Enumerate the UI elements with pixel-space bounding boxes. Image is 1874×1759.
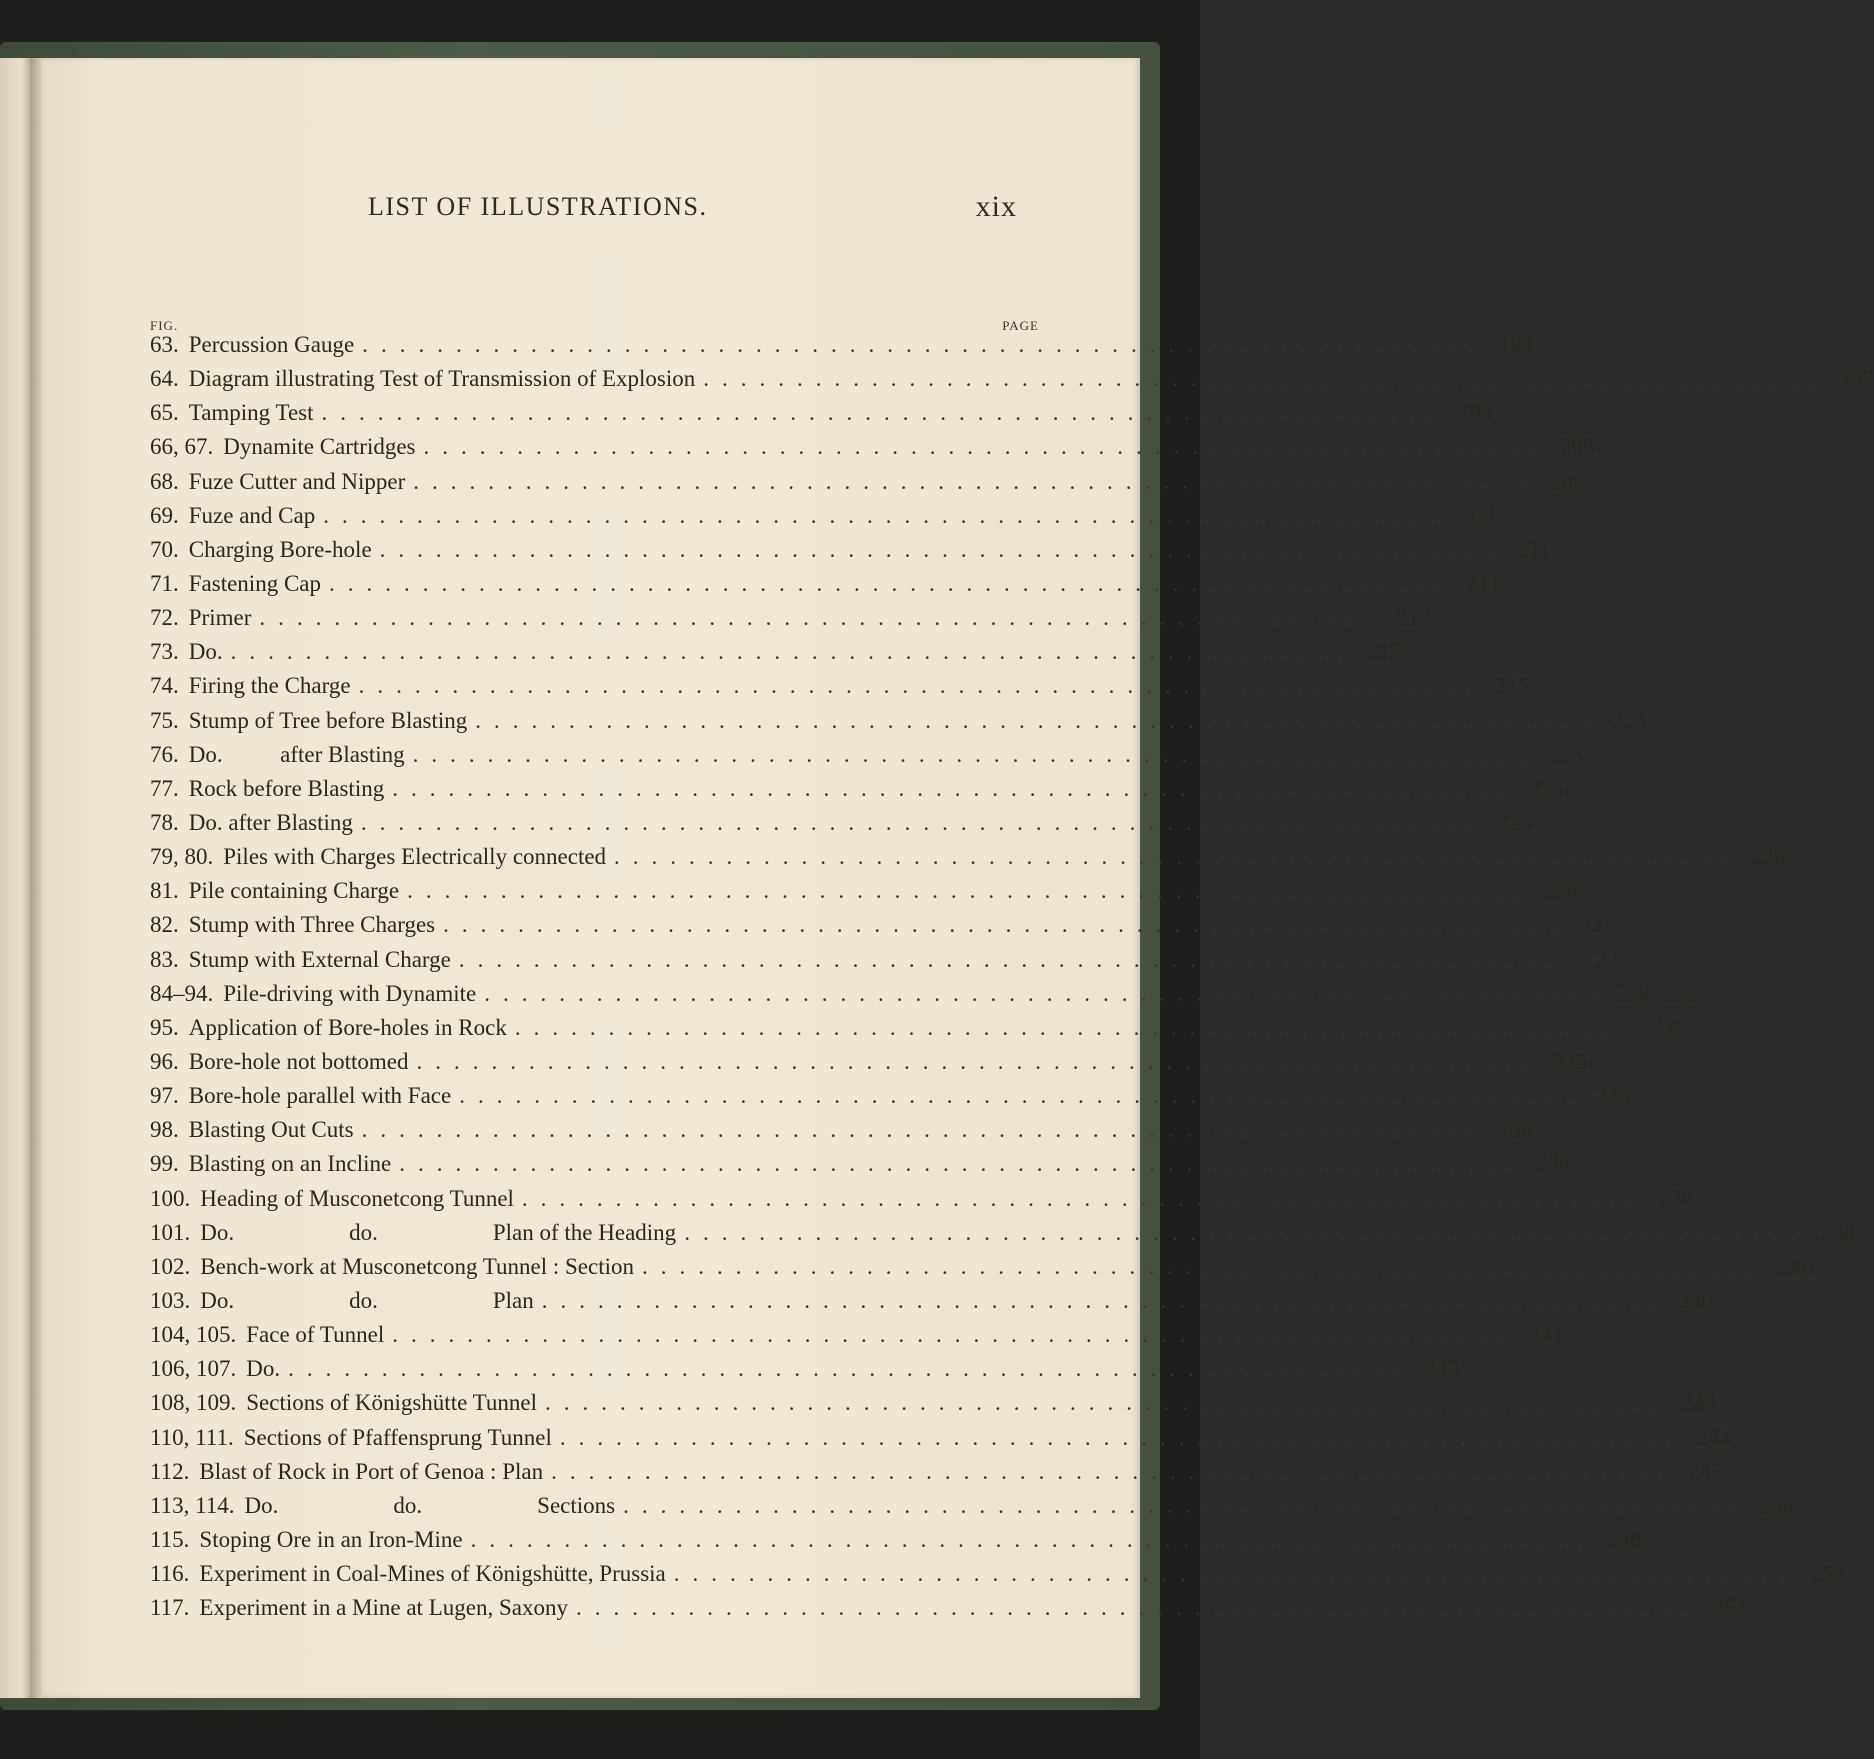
running-head <box>42 192 1140 232</box>
list-item <box>150 635 1402 669</box>
dot-leader: ............................................................ <box>623 1492 1749 1518</box>
list-item <box>150 806 1532 840</box>
list-item <box>150 1352 1460 1386</box>
figure-title: Fuze and Cap <box>188 502 316 528</box>
page-number: 209 <box>1459 502 1495 528</box>
dot-leader: ............................................................ <box>423 434 1549 460</box>
figure-number: 102. <box>150 1253 191 1279</box>
figure-title: Fuze Cutter and Nipper <box>188 468 406 494</box>
list-item <box>150 874 1579 908</box>
list-item <box>150 1113 1533 1147</box>
figure-title: Do. <box>246 1356 281 1382</box>
page-number: 246 <box>1759 1492 1795 1518</box>
book-page <box>42 58 1874 1698</box>
list-item <box>150 1489 1795 1523</box>
dot-leader: ............................................................ <box>541 1287 1667 1313</box>
figure-number: 104, 105. <box>150 1322 237 1348</box>
illustration-list <box>150 328 1874 1625</box>
figure-title: Do. do. Plan of the Heading <box>200 1219 677 1245</box>
dot-leader: ............................................................ <box>521 1185 1647 1211</box>
figure-number: 84–94. <box>150 980 214 1006</box>
figure-number: 97. <box>150 1083 179 1109</box>
dot-leader: ............................................................ <box>642 1253 1768 1279</box>
dot-leader: ............................................................ <box>443 912 1569 938</box>
page-column-label: PAGE <box>1002 318 1039 333</box>
list-item <box>150 1250 1814 1284</box>
figure-number: 112. <box>150 1458 190 1484</box>
page-number: 253 <box>1810 1561 1845 1587</box>
page-number: 241 <box>1528 1322 1564 1348</box>
list-item <box>150 1182 1693 1216</box>
dot-leader: ............................................................ <box>459 1083 1585 1109</box>
figure-number: 116. <box>150 1561 190 1587</box>
figure-number: 96. <box>150 1048 179 1074</box>
page-number: 225 <box>1528 775 1564 801</box>
list-item <box>150 1455 1723 1489</box>
dot-leader: ............................................................ <box>360 809 1486 835</box>
dot-leader: ............................................................ <box>412 741 1538 767</box>
figure-title: Stoping Ore in an Iron-Mine <box>199 1526 463 1552</box>
figure-title: Stump with Three Charges <box>188 912 436 938</box>
list-item <box>150 1284 1713 1318</box>
page-number: 193 <box>1498 332 1534 357</box>
figure-title: Dynamite Cartridges <box>223 434 416 460</box>
figure-title: Pile containing Charge <box>188 878 400 904</box>
figure-number: 64. <box>150 366 179 392</box>
dot-leader: ............................................................ <box>413 468 1539 494</box>
dot-leader: ............................................................ <box>458 946 1584 972</box>
list-item <box>150 1011 1686 1045</box>
list-item <box>150 1591 1747 1625</box>
dot-leader: ............................................................ <box>358 673 1484 699</box>
list-item <box>150 396 1493 430</box>
list-item <box>150 362 1874 396</box>
dot-leader: ............................................................ <box>544 1390 1670 1416</box>
page-number: 199 <box>1458 400 1493 426</box>
page-number: 209 <box>1549 468 1585 494</box>
page-number: 227 <box>1579 912 1615 938</box>
list-item <box>150 465 1585 499</box>
figure-number: 113, 114. <box>150 1492 235 1518</box>
list-item <box>150 1557 1845 1591</box>
list-item <box>150 1421 1731 1455</box>
figure-number: 65. <box>150 400 179 426</box>
list-item <box>150 1147 1571 1181</box>
list-item <box>150 943 1630 977</box>
page-number: 223 <box>1549 741 1584 767</box>
figure-title: Do. do. Sections <box>244 1492 616 1518</box>
dot-leader: ............................................................ <box>392 775 1518 801</box>
page-number: 235 <box>1595 1083 1631 1109</box>
list-item <box>150 601 1431 635</box>
page-number: 227 <box>1595 946 1630 972</box>
figure-title: Primer <box>188 605 252 631</box>
figure-title: Face of Tunnel <box>246 1322 385 1348</box>
figure-number: 81. <box>150 878 179 904</box>
dot-leader: ............................................................ <box>514 1014 1640 1040</box>
list-item <box>150 977 1696 1011</box>
figure-title: Sections of Königshütte Tunnel <box>246 1390 537 1416</box>
fig-column-label: FIG. <box>150 318 179 333</box>
dot-leader: ............................................................ <box>551 1458 1677 1484</box>
figure-number: 83. <box>150 946 179 972</box>
dot-leader: ............................................................ <box>362 332 1488 357</box>
page-number: 211 <box>1517 536 1551 562</box>
figure-number: 95. <box>150 1014 179 1040</box>
dot-leader: ............................................................ <box>684 1219 1810 1245</box>
figure-title: Bore-hole parallel with Face <box>188 1083 452 1109</box>
dot-leader: ............................................................ <box>288 1356 1414 1382</box>
dot-leader: ............................................................ <box>559 1424 1685 1450</box>
page-number: 243 <box>1424 1356 1460 1382</box>
book-gutter <box>30 58 42 1698</box>
figure-number: 77. <box>150 775 179 801</box>
page-number: 226 <box>1750 844 1786 870</box>
list-item <box>150 1318 1564 1352</box>
figure-title: Charging Bore-hole <box>188 536 372 562</box>
figure-number: 98. <box>150 1117 179 1143</box>
figure-number: 100. <box>150 1185 191 1211</box>
figure-number: 68. <box>150 468 179 494</box>
list-item <box>150 840 1786 874</box>
list-item <box>150 567 1500 601</box>
list-item <box>150 1523 1642 1557</box>
page-number: 197 <box>1839 366 1874 392</box>
figure-number: 82. <box>150 912 179 938</box>
page-number: 248 <box>1607 1526 1642 1552</box>
figure-number: 103. <box>150 1287 191 1313</box>
page-number: 236 <box>1535 1151 1571 1177</box>
figure-title: Do. after Blasting <box>188 741 405 767</box>
list-item <box>150 1386 1716 1420</box>
figure-number: 74. <box>150 673 179 699</box>
figure-number: 73. <box>150 639 179 665</box>
dot-leader: ............................................................ <box>323 502 1449 528</box>
figure-number: 75. <box>150 707 179 733</box>
list-item <box>150 1079 1631 1113</box>
list-item <box>150 908 1615 942</box>
list-item <box>150 430 1595 464</box>
dot-leader: ............................................................ <box>392 1322 1518 1348</box>
dot-leader: ............................................................ <box>416 1048 1542 1074</box>
page-number: 240 <box>1678 1287 1713 1313</box>
page-folio: xix <box>975 190 1017 223</box>
page-number: 238 <box>1658 1185 1693 1211</box>
list-item <box>150 1216 1856 1250</box>
figure-title: Fastening Cap <box>188 570 321 596</box>
dot-leader: ............................................................ <box>329 570 1454 596</box>
figure-title: Do. <box>188 639 223 665</box>
list-item <box>150 1045 1588 1079</box>
dot-leader: ............................................................ <box>259 605 1385 631</box>
figure-number: 76. <box>150 741 179 767</box>
page-number: 235 <box>1553 1048 1588 1074</box>
dot-leader: ............................................................ <box>407 878 1533 904</box>
page-number: 211 <box>1466 570 1500 596</box>
dot-leader: ............................................................ <box>484 980 1610 1006</box>
figure-number: 66, 67. <box>150 434 214 460</box>
dot-leader: ............................................................ <box>673 1561 1799 1587</box>
page-number: 229–232 <box>1615 980 1696 1006</box>
figure-number: 110, 111. <box>150 1424 234 1450</box>
page-number: 240 <box>1778 1253 1814 1279</box>
figure-title: Do. do. Plan <box>200 1287 534 1313</box>
list-item <box>150 533 1551 567</box>
dot-leader: ............................................................ <box>399 1151 1525 1177</box>
figure-number: 117. <box>150 1595 190 1621</box>
figure-title: Do. after Blasting <box>188 809 353 835</box>
page-number: 243 <box>1681 1390 1716 1416</box>
figure-title: Blast of Rock in Port of Genoa : Plan <box>199 1458 544 1484</box>
dot-leader: ............................................................ <box>703 366 1829 392</box>
left-page-edge <box>0 58 30 1698</box>
figure-number: 63. <box>150 332 179 357</box>
figure-title: Experiment in Coal-Mines of Königshütte, Prussia <box>199 1561 666 1587</box>
page-number: 226 <box>1543 878 1579 904</box>
figure-title: Heading of Musconetcong Tunnel <box>200 1185 514 1211</box>
page-number: 225 <box>1497 809 1532 835</box>
page-number: 215 <box>1367 639 1402 665</box>
figure-number: 79, 80. <box>150 844 214 870</box>
figure-number: 72. <box>150 605 179 631</box>
page-number: 236 <box>1498 1117 1533 1143</box>
list-item <box>150 499 1495 533</box>
figure-title: Percussion Gauge <box>188 332 355 357</box>
figure-title: Experiment in a Mine at Lugen, Saxony <box>199 1595 568 1621</box>
page-title: LIST OF ILLUSTRATIONS. <box>368 192 708 221</box>
list-item <box>150 738 1584 772</box>
list-item <box>150 704 1647 738</box>
list-item <box>150 669 1530 703</box>
figure-title: Stump with External Charge <box>188 946 451 972</box>
page-number: 254 <box>1712 1595 1747 1621</box>
figure-title: Application of Bore-holes in Rock <box>188 1014 507 1040</box>
page-number: 245 <box>1687 1458 1723 1484</box>
figure-title: Pile-driving with Dynamite <box>223 980 477 1006</box>
figure-title: Blasting on an Incline <box>188 1151 392 1177</box>
dot-leader: ............................................................ <box>230 639 1356 665</box>
page-number: 215 <box>1495 673 1530 699</box>
dot-leader: ............................................................ <box>379 536 1505 562</box>
figure-number: 101. <box>150 1219 191 1245</box>
figure-title: Stump of Tree before Blasting <box>188 707 468 733</box>
dot-leader: ............................................................ <box>470 1526 1596 1552</box>
list-item <box>150 328 1534 362</box>
dot-leader: ............................................................ <box>321 400 1447 426</box>
dot-leader: ............................................................ <box>361 1117 1487 1143</box>
figure-number: 70. <box>150 536 179 562</box>
page-number: 238 <box>1820 1219 1856 1245</box>
figure-number: 78. <box>150 809 179 835</box>
page-number: 212 <box>1395 605 1431 631</box>
dot-leader: ............................................................ <box>575 1595 1701 1621</box>
page-number: 235 <box>1651 1014 1686 1040</box>
page-number: 223 <box>1611 707 1647 733</box>
figure-title: Sections of Pfaffensprung Tunnel <box>243 1424 552 1450</box>
page-number: 244 <box>1696 1424 1731 1450</box>
figure-title: Tamping Test <box>188 400 314 426</box>
figure-number: 115. <box>150 1526 190 1552</box>
figure-number: 99. <box>150 1151 179 1177</box>
dot-leader: ............................................................ <box>475 707 1601 733</box>
figure-title: Diagram illustrating Test of Transmission of Explosion <box>188 366 696 392</box>
figure-title: Rock before Blasting <box>188 775 385 801</box>
figure-title: Blasting Out Cuts <box>188 1117 354 1143</box>
page-number: 208 <box>1560 434 1595 460</box>
figure-title: Bore-hole not bottomed <box>188 1048 409 1074</box>
figure-title: Piles with Charges Electrically connected <box>223 844 607 870</box>
figure-number: 71. <box>150 570 179 596</box>
figure-number: 106, 107. <box>150 1356 237 1382</box>
figure-title: Bench-work at Musconetcong Tunnel : Section <box>200 1253 635 1279</box>
dot-leader: ............................................................ <box>614 844 1740 870</box>
figure-number: 69. <box>150 502 179 528</box>
figure-number: 108, 109. <box>150 1390 237 1416</box>
list-item <box>150 772 1564 806</box>
figure-title: Firing the Charge <box>188 673 351 699</box>
